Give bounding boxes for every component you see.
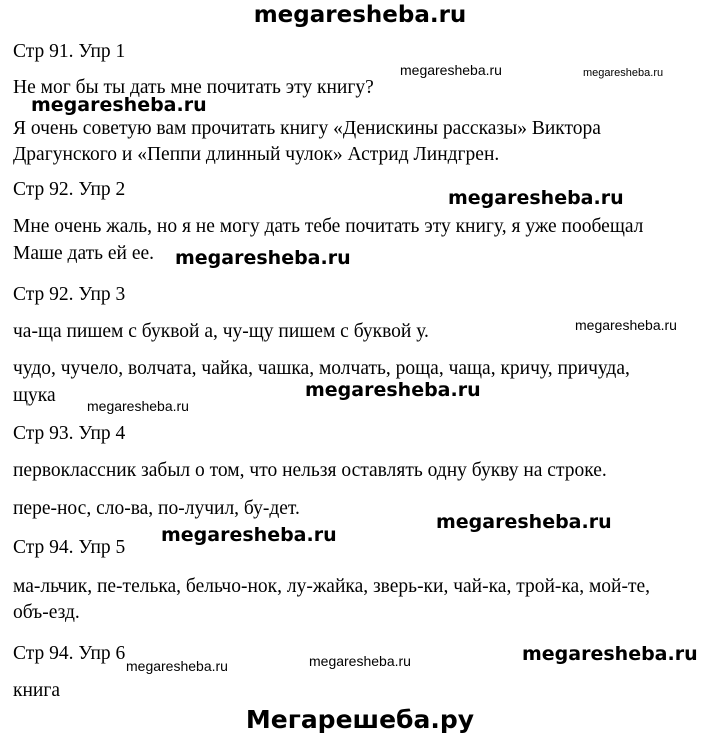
watermark: megaresheba.ru bbox=[87, 398, 189, 414]
text-line: объ-езд. bbox=[13, 602, 80, 623]
text-line: Не мог бы ты дать мне почитать эту книгу? bbox=[13, 77, 374, 98]
section-heading: Стр 91. Упр 1 bbox=[13, 41, 126, 62]
text-line: ча-ща пишем с буквой а, чу-щу пишем с буквой у. bbox=[13, 321, 429, 342]
section-heading: Стр 94. Упр 6 bbox=[13, 643, 126, 664]
text-line: пере-нос, сло-ва, по-лучил, бу-дет. bbox=[13, 498, 300, 519]
text-line: Маше дать ей ее. bbox=[13, 243, 155, 264]
watermark: megaresheba.ru bbox=[305, 379, 481, 401]
section-heading: Стр 92. Упр 2 bbox=[13, 179, 126, 200]
text-line: ма-льчик, пе-телька, бельчо-нок, лу-жайка, зверь-ки, чай-ка, трой-ка, мой-те, bbox=[13, 576, 651, 597]
watermark: megaresheba.ru bbox=[583, 67, 664, 79]
text-line: Я очень советую вам прочитать книгу «Денискины рассказы» Виктора bbox=[13, 118, 601, 139]
text-line: первоклассник забыл о том, что нельзя оставлять одну букву на строке. bbox=[13, 460, 607, 481]
header-site-title: megaresheba.ru bbox=[253, 2, 467, 28]
watermark: megaresheba.ru bbox=[575, 317, 677, 333]
footer-site-title: Мегарешеба.ру bbox=[245, 705, 475, 734]
section-heading: Стр 92. Упр 3 bbox=[13, 284, 126, 305]
watermark: megaresheba.ru bbox=[400, 62, 502, 78]
section-heading: Стр 94. Упр 5 bbox=[13, 537, 126, 558]
text-line: Мне очень жаль, но я не могу дать тебе почитать эту книгу, я уже пообещал bbox=[13, 216, 644, 237]
watermark: megaresheba.ru bbox=[309, 653, 411, 669]
watermark: megaresheba.ru bbox=[126, 658, 228, 674]
text-line: чудо, чучело, волчата, чайка, чашка, молчать, роща, чаща, кричу, причуда, bbox=[13, 358, 630, 379]
watermark: megaresheba.ru bbox=[522, 643, 698, 665]
text-line: Драгунского и «Пеппи длинный чулок» Астрид Линдгрен. bbox=[13, 144, 500, 165]
section-heading: Стр 93. Упр 4 bbox=[13, 423, 126, 444]
watermark: megaresheba.ru bbox=[448, 187, 624, 209]
text-line: щука bbox=[13, 385, 56, 406]
watermark: megaresheba.ru bbox=[31, 94, 207, 116]
watermark: megaresheba.ru bbox=[161, 524, 337, 546]
text-line: книга bbox=[13, 680, 60, 701]
watermark: megaresheba.ru bbox=[175, 247, 351, 269]
watermark: megaresheba.ru bbox=[436, 511, 612, 533]
